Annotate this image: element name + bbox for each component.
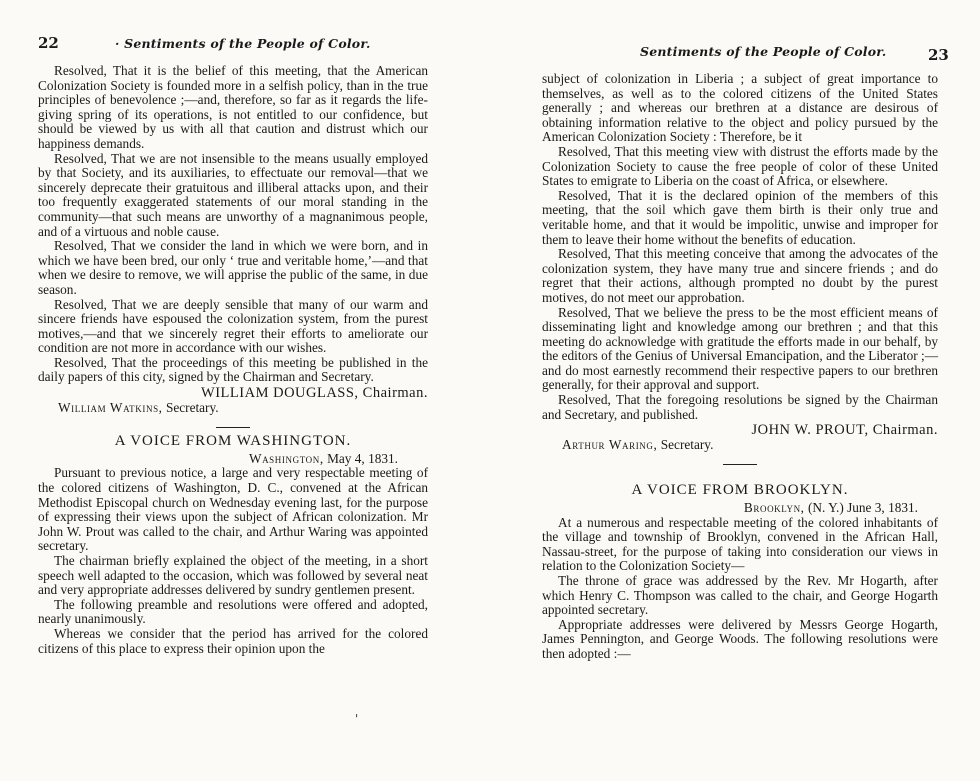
running-head: · Sentiments of the People of Color. <box>115 36 371 51</box>
left-text-column <box>38 64 428 656</box>
dateline-date: May 4, 1831. <box>327 450 398 466</box>
body-paragraph: Whereas we consider that the period has arrived for the colored citizens of this place to express their opinion upon the <box>38 625 428 656</box>
dateline-date: (N. Y.) June 3, 1831. <box>807 500 918 516</box>
body-paragraph: At a numerous and respectable meeting of the colored inhabitants of the village and township of Brooklyn, convened in the African Hall, Nassau-street, for the purpose of taking into consideration our views in relation to the Colonization Society— <box>542 514 938 574</box>
resolution-paragraph: Resolved, That we are deeply sensible that many of our warm and sincere friends have espoused the colonization system, from the purest motives,—and that we sincerely regret their efforts to ameliorate our condition are not more in accordance with our wishes. <box>38 296 428 356</box>
secretary-signature <box>562 438 938 453</box>
right-page <box>490 0 980 781</box>
body-paragraph: The chairman briefly explained the object of the meeting, in a short speech well adapted to the occasion, which was followed by several neat and very appropriate addresses delivered by sundry gentlemen present. <box>38 553 428 598</box>
resolution-paragraph: Resolved, That the proceedings of this meeting be published in the daily papers of this city, signed by the Chairman and Secretary. <box>38 354 428 385</box>
resolution-paragraph: Resolved, That this meeting conceive that among the advocates of the colonization system, they have many true and sincere friends ; and do regret that their actions, although prompted no doubt by the purest motives, do not meet our approbation. <box>542 246 938 305</box>
body-paragraph: Appropriate addresses were delivered by Messrs George Hogarth, James Pennington, and George Woods. The following resolutions were then adopted :— <box>542 616 938 661</box>
stray-mark: ' <box>355 712 359 726</box>
section-divider <box>723 464 757 465</box>
section-title: A VOICE FROM WASHINGTON. <box>114 433 352 450</box>
resolution-paragraph: Resolved, That this meeting view with distrust the efforts made by the Colonization Society to cause the free people of color of these United States to emigrate to Liberia on the coast of Africa, or elsewhere. <box>542 143 938 189</box>
resolution-paragraph: Resolved, That it is the belief of this meeting, that the American Colonization Society is founded more in a selfish policy, than in the true principles of benevolence ;—and, therefore, so far as it regards the life-giving spring of its operations, is not entitled to our confidence, but should be viewed by us with all that caution and distrust which our happiness demands. <box>38 63 428 151</box>
dateline <box>542 501 918 516</box>
resolution-paragraph: Resolved, That it is the declared opinion of the members of this meeting, that the soil which gave them birth is their only true and veritable home, and that it would be impolitic, unwise and improper for them to leave their home without the benefits of education. <box>542 187 938 247</box>
resolution-paragraph: Resolved, That we are not insensible to the means usually employed by that Society, and its auxiliaries, to effectuate our removal—that we sincerely deprecate their gratuitous and illiberal attacks upon, and their too frequently exaggerated statements of our moral standing in the community—that such means are unworthy of a magnanimous people, and of a virtuous and noble cause. <box>38 150 428 239</box>
secretary-name: William Watkins, <box>58 399 163 415</box>
body-paragraph: The following preamble and resolutions were offered and adopted, nearly unanimously. <box>38 596 428 627</box>
body-paragraph: Pursuant to previous notice, a large and very respectable meeting of the colored citizens of Washington, D. C., convened at the African Methodist Episcopal church on Wednesday evening last, for the purpose of expressing their views upon the subject of African colonization. Mr John W. Prout was called to the chair, and Arthur Waring was appointed secretary. <box>38 465 428 554</box>
dateline <box>38 452 398 467</box>
secretary-name: Arthur Waring, <box>562 436 658 452</box>
resolution-paragraph: Resolved, That the foregoing resolutions be signed by the Chairman and Secretary, and published. <box>542 392 938 422</box>
running-head: Sentiments of the People of Color. <box>640 44 887 59</box>
body-paragraph: The throne of grace was addressed by the Rev. Mr Hogarth, after which Henry C. Thompson was called to the chair, and George Hogarth appointed secretary. <box>542 573 938 618</box>
chairman-signature: JOHN W. PROUT, Chairman. <box>751 422 938 439</box>
resolution-paragraph: Resolved, That we consider the land in which we were born, and in which we have been bred, our only ‘ true and veritable home,’—and that when we desire to remove, we will apprise the public of the same, in due season. <box>38 238 428 297</box>
secretary-title: Secretary. <box>660 436 714 452</box>
page-number: 22 <box>38 34 59 52</box>
chairman-signature: WILLIAM DOUGLASS, Chairman. <box>201 385 428 402</box>
right-text-column <box>542 72 938 662</box>
resolution-paragraph: Resolved, That we believe the press to be the most efficient means of disseminating light and knowledge among our brethren ; and that this meeting do acknowledge with gratitude the efforts made in our behalf, by the editors of the Genius of Universal Emancipation, and the Liberator ;—and do most earnestly recommend their respective papers to our brethren generally, for their approval and support. <box>542 304 938 393</box>
section-divider <box>216 427 250 428</box>
secretary-title: Secretary. <box>165 399 219 415</box>
dateline-place: Washington, <box>248 450 324 466</box>
dateline-place: Brooklyn, <box>743 500 805 516</box>
secretary-signature <box>58 401 428 416</box>
page-number: 23 <box>928 46 949 64</box>
section-title: A VOICE FROM BROOKLYN. <box>631 482 849 499</box>
resolution-paragraph: subject of colonization in Liberia ; a subject of great importance to themselves, as well as to the colored citizens of the United States generally ; and whereas our brethren at a distance are desirous of obtaining information relative to the object and policy pursued by the American Colonization Society : Therefore, be it <box>542 71 938 145</box>
